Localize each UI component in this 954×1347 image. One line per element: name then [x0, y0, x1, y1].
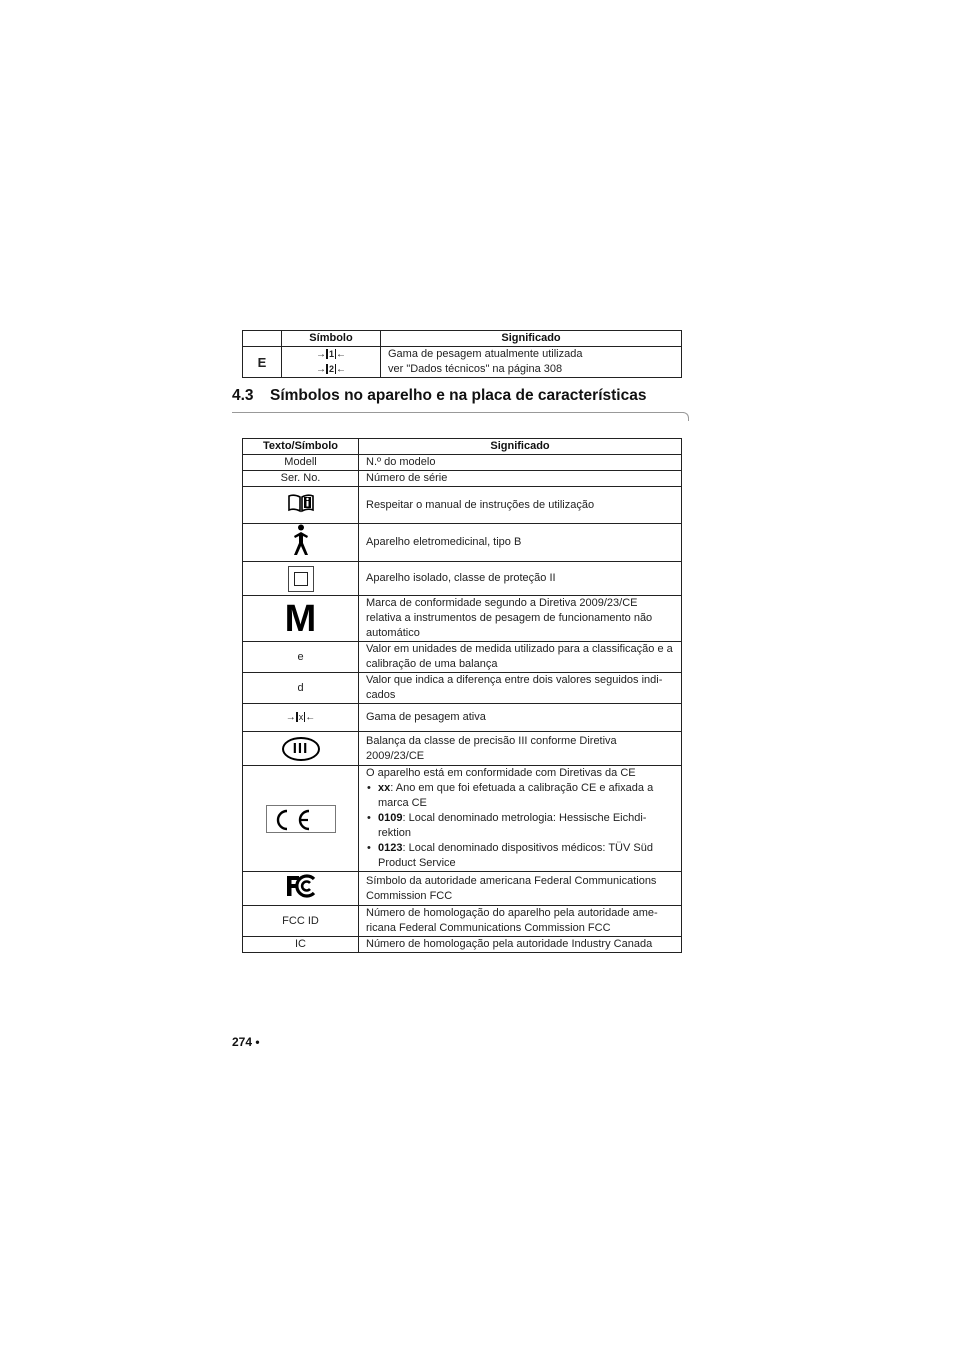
meaning-cell: Número de homologação pela autoridade Industry Canada: [359, 937, 682, 953]
symbols-table: [242, 438, 682, 953]
heading-divider: [232, 412, 684, 413]
column-header-symbol: Texto/Símbolo: [243, 439, 359, 455]
manual-book-info-icon: [288, 493, 314, 513]
symbol-cell: [243, 524, 359, 562]
section-heading: [232, 387, 646, 405]
column-header-meaning: Significado: [381, 331, 682, 347]
table-row: [243, 642, 682, 673]
table-row: [243, 673, 682, 704]
weighing-range-table: [242, 330, 682, 378]
symbol-cell: [243, 732, 359, 766]
meaning-cell: Marca de conformidade segundo a Diretiva 2009/23/CE relativa a instrumentos de pesagem de funcionamento não automático: [359, 596, 682, 642]
table-row: [243, 562, 682, 596]
meaning-cell: Respeitar o manual de instruções de utilização: [359, 487, 682, 524]
table-header-row: [243, 331, 682, 347]
table-row: [243, 524, 682, 562]
metrology-m-mark-icon: M: [284, 597, 317, 640]
table-header-row: [243, 439, 682, 455]
type-b-person-icon: [291, 524, 311, 556]
meaning-cell: Aparelho eletromedicinal, tipo B: [359, 524, 682, 562]
heading-divider-corner: [680, 412, 689, 421]
symbol-cell: [243, 704, 359, 732]
meaning-cell: Número de homologação do aparelho pela autoridade ame-ricana Federal Communications Commission FCC: [359, 906, 682, 937]
symbol-cell: FCC ID: [243, 906, 359, 937]
symbol-cell: IC: [243, 937, 359, 953]
symbol-cell: [243, 562, 359, 596]
meaning-cell: Símbolo da autoridade americana Federal Communications Commission FCC: [359, 872, 682, 906]
column-header: [243, 331, 282, 347]
meaning-cell: Gama de pesagem ativa: [359, 704, 682, 732]
symbol-cell: [243, 487, 359, 524]
meaning-cell: O aparelho está em conformidade com Diretivas da CE • xx: Ano em que foi efetuada a calibração CE e afixada a marca CE • 0109: Local denominado metrologia: Hessische Eichdi-rektion • 0123: Local denominado dispositivos médicos: TÜV Süd Product Service: [359, 766, 682, 872]
row-label: E: [243, 347, 282, 378]
table-row: [243, 347, 682, 378]
table-row: [243, 906, 682, 937]
table-row: [243, 455, 682, 471]
fcc-logo-icon: [285, 874, 317, 898]
meaning-cell: Número de série: [359, 471, 682, 487]
symbol-cell: Modell: [243, 455, 359, 471]
ce-details-list: [366, 781, 674, 871]
symbol-cell: [243, 596, 359, 642]
column-header-meaning: Significado: [359, 439, 682, 455]
table-row: [243, 766, 682, 872]
table-row: [243, 872, 682, 906]
precision-class-iii-icon: III: [282, 737, 320, 761]
symbol-cell: Ser. No.: [243, 471, 359, 487]
section-title: Símbolos no aparelho e na placa de características: [270, 387, 647, 404]
table-row: [243, 704, 682, 732]
page-number: 274 •: [232, 1035, 260, 1049]
weighing-range-indicator-icon: → 1 ← → 2 ←: [282, 347, 381, 378]
table-row: [243, 471, 682, 487]
symbol-cell: [243, 766, 359, 872]
meaning-cell: Balança da classe de precisão III conforme Diretiva 2009/23/CE: [359, 732, 682, 766]
meaning-cell: Valor em unidades de medida utilizado para a classificação e a calibração de uma balança: [359, 642, 682, 673]
ce-mark-icon: [266, 805, 336, 833]
list-item: • xx: Ano em que foi efetuada a calibração CE e afixada a marca CE: [378, 781, 674, 811]
double-square-class-ii-icon: [288, 566, 314, 592]
table-row: [243, 596, 682, 642]
meaning-cell: Aparelho isolado, classe de proteção II: [359, 562, 682, 596]
table-row: [243, 487, 682, 524]
list-item: • 0123: Local denominado dispositivos médicos: TÜV Süd Product Service: [378, 841, 674, 871]
table-row: [243, 732, 682, 766]
symbol-cell: [243, 872, 359, 906]
list-item: • 0109: Local denominado metrologia: Hessische Eichdi-rektion: [378, 811, 674, 841]
meaning-cell: Valor que indica a diferença entre dois valores seguidos indi-cados: [359, 673, 682, 704]
symbol-cell: d: [243, 673, 359, 704]
section-number: 4.3: [232, 387, 254, 404]
active-range-indicator-icon: → x ←: [285, 712, 316, 723]
meaning-cell: N.º do modelo: [359, 455, 682, 471]
row-meaning: Gama de pesagem atualmente utilizada ver "Dados técnicos" na página 308: [381, 347, 682, 378]
column-header-symbol: Símbolo: [282, 331, 381, 347]
symbol-cell: e: [243, 642, 359, 673]
table-row: [243, 937, 682, 953]
